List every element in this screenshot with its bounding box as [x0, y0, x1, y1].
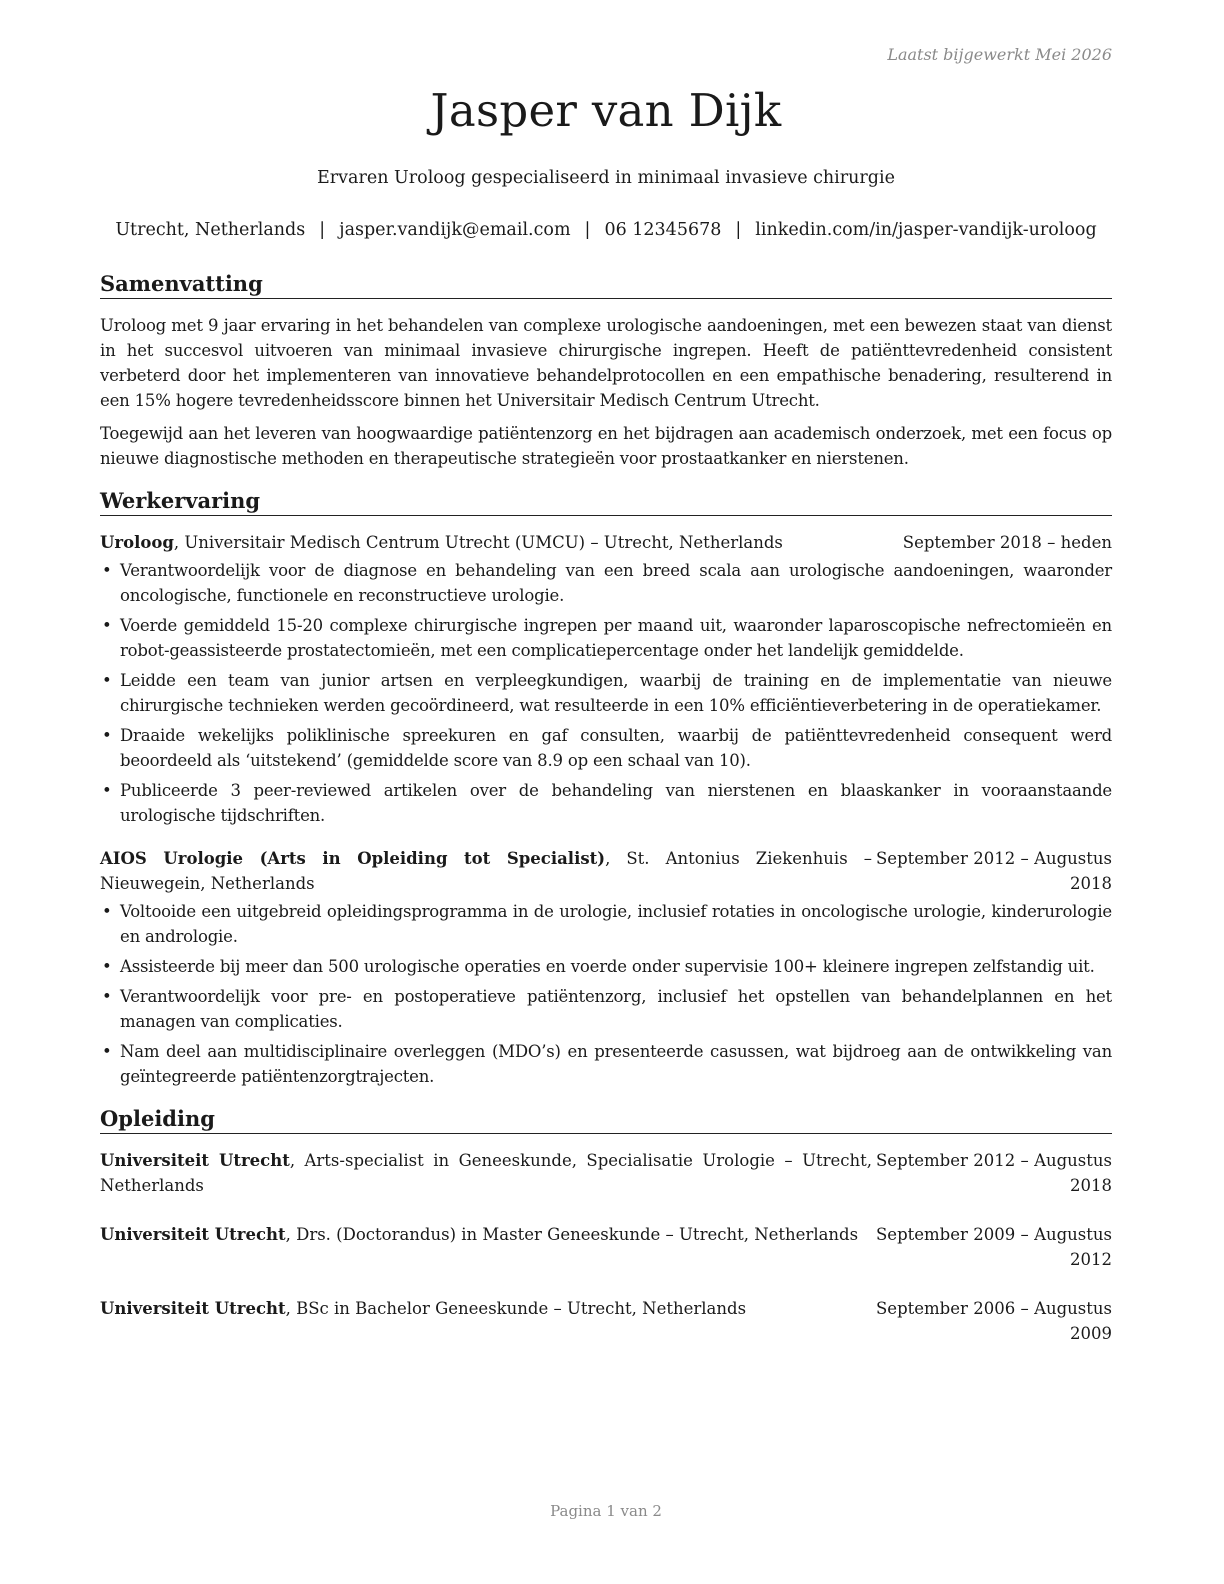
job-dates: September 2012 – Augustus 2018 [876, 849, 1112, 893]
job-entry [100, 846, 1112, 1089]
bullet-item: • Verantwoordelijk voor pre- en postoperatieve patiëntenzorg, inclusief het opstellen van behandelplannen en het managen van complicaties. [100, 984, 1112, 1034]
education-dates: September 2006 – Augustus 2009 [876, 1299, 1112, 1343]
contact-separator: | [319, 220, 326, 240]
resume-page [100, 0, 1112, 1584]
education-title-line [100, 1296, 876, 1346]
education-dates: September 2009 – Augustus 2012 [876, 1225, 1112, 1269]
bullet-item: • Assisteerde bij meer dan 500 urologische operaties en voerde onder supervisie 100+ kleinere ingrepen zelfstandig uit. [100, 954, 1112, 979]
bullet-item: • Publiceerde 3 peer-reviewed artikelen over de behandeling van nierstenen en blaaskanker in vooraanstaande urologische tijdschriften. [100, 778, 1112, 828]
education-entry [100, 1222, 1112, 1272]
job-title-line [100, 530, 903, 555]
job-dates: September 2018 – heden [902, 533, 1112, 552]
bullet-item: • Voerde gemiddeld 15-20 complexe chirurgische ingrepen per maand uit, waaronder laparoscopische nefrectomieën en robot-geassisteerde prostatectomieën, met een complicatiepercentage onder het landelijk gemiddelde. [100, 613, 1112, 663]
summary-paragraph: Uroloog met 9 jaar ervaring in het behandelen van complexe urologische aandoeningen, met een bewezen staat van dienst in het succesvol uitvoeren van minimaal invasieve chirurgische ingrepen. Heeft de patiënttevredenheid consistent verbeterd door het implementeren van innovatieve behandelprotocollen en een empathische benadering, resulterend in een 15% hogere tevredenheidsscore binnen het Universitair Medisch Centrum Utrecht. [100, 316, 1112, 410]
education-entry [100, 1296, 1112, 1346]
page-number: Pagina 1 van 2 [550, 1502, 662, 1520]
job-title-line [100, 846, 876, 896]
section-title-summary: Samenvatting [100, 270, 1112, 299]
job-employer: , St. Antonius Ziekenhuis – Nieuwegein, Netherlands [100, 849, 872, 893]
job-header [100, 530, 1112, 555]
education-school: Universiteit Utrecht [100, 1225, 286, 1244]
contact-linkedin[interactable]: linkedin.com/in/jasper-vandijk-uroloog [755, 220, 1097, 240]
contact-separator: | [735, 220, 742, 240]
bullet-item: • Verantwoordelijk voor de diagnose en behandeling van een breed scala aan urologische aandoeningen, waaronder oncologische, functionele en reconstructieve urologie. [100, 558, 1112, 608]
summary-paragraph: Toegewijd aan het leveren van hoogwaardige patiëntenzorg en het bijdragen aan academisch onderzoek, met een focus op nieuwe diagnostische methoden en therapeutische strategieën voor prostaatkanker en nierstenen. [100, 424, 1112, 468]
contact-location: Utrecht, Netherlands [115, 220, 306, 240]
candidate-name: Jasper van Dijk [430, 84, 782, 137]
bullet-item: • Draaide wekelijks poliklinische spreekuren en gaf consulten, waarbij de patiënttevredenheid consequent werd beoordeeld als ‘uitstekend’ (gemiddelde score van 8.9 op een schaal van 10). [100, 723, 1112, 773]
bullet-item: • Nam deel aan multidisciplinaire overleggen (MDO’s) en presenteerde casussen, wat bijdroeg aan de ontwikkeling van geïntegreerde patiëntenzorgtrajecten. [100, 1039, 1112, 1089]
summary-section [100, 270, 1112, 471]
contact-email[interactable]: jasper.vandijk@email.com [339, 220, 571, 240]
contact-line [80, 220, 1132, 240]
education-title-line [100, 1222, 876, 1272]
section-title-education: Opleiding [100, 1105, 1112, 1134]
job-employer: , Universitair Medisch Centrum Utrecht (UMCU) – Utrecht, Netherlands [173, 533, 783, 552]
education-degree: , BSc in Bachelor Geneeskunde – Utrecht, Netherlands [285, 1299, 747, 1318]
education-section [100, 1105, 1112, 1346]
job-bullets [100, 899, 1112, 1089]
section-title-experience: Werkervaring [100, 487, 1112, 516]
last-updated: Laatst bijgewerkt Mei 2026 [887, 45, 1112, 64]
job-role: Uroloog [100, 533, 174, 552]
bullet-item: • Voltooide een uitgebreid opleidingsprogramma in de urologie, inclusief rotaties in oncologische urologie, kinderurologie en andrologie. [100, 899, 1112, 949]
job-bullets [100, 558, 1112, 828]
job-header [100, 846, 1112, 896]
education-school: Universiteit Utrecht [100, 1299, 286, 1318]
contact-phone[interactable]: 06 12345678 [604, 220, 722, 240]
education-entry [100, 1148, 1112, 1198]
headline: Ervaren Uroloog gespecialiseerd in minimaal invasieve chirurgie [317, 168, 895, 188]
education-school: Universiteit Utrecht [100, 1151, 290, 1170]
education-title-line [100, 1148, 876, 1198]
experience-section [100, 487, 1112, 1089]
education-degree: , Drs. (Doctorandus) in Master Geneeskunde – Utrecht, Netherlands [285, 1225, 859, 1244]
bullet-item: • Leidde een team van junior artsen en verpleegkundigen, waarbij de training en de implementatie van nieuwe chirurgische technieken werden gecoördineerd, wat resulteerde in een 10% efficiëntieverbetering in de operatiekamer. [100, 668, 1112, 718]
job-entry [100, 530, 1112, 828]
education-dates: September 2012 – Augustus 2018 [876, 1151, 1112, 1195]
contact-separator: | [584, 220, 591, 240]
education-degree: , Arts-specialist in Geneeskunde, Specialisatie Urologie – Utrecht, Netherlands [100, 1151, 872, 1195]
job-role: AIOS Urologie (Arts in Opleiding tot Specialist) [100, 849, 606, 868]
resume-content [100, 270, 1112, 1346]
